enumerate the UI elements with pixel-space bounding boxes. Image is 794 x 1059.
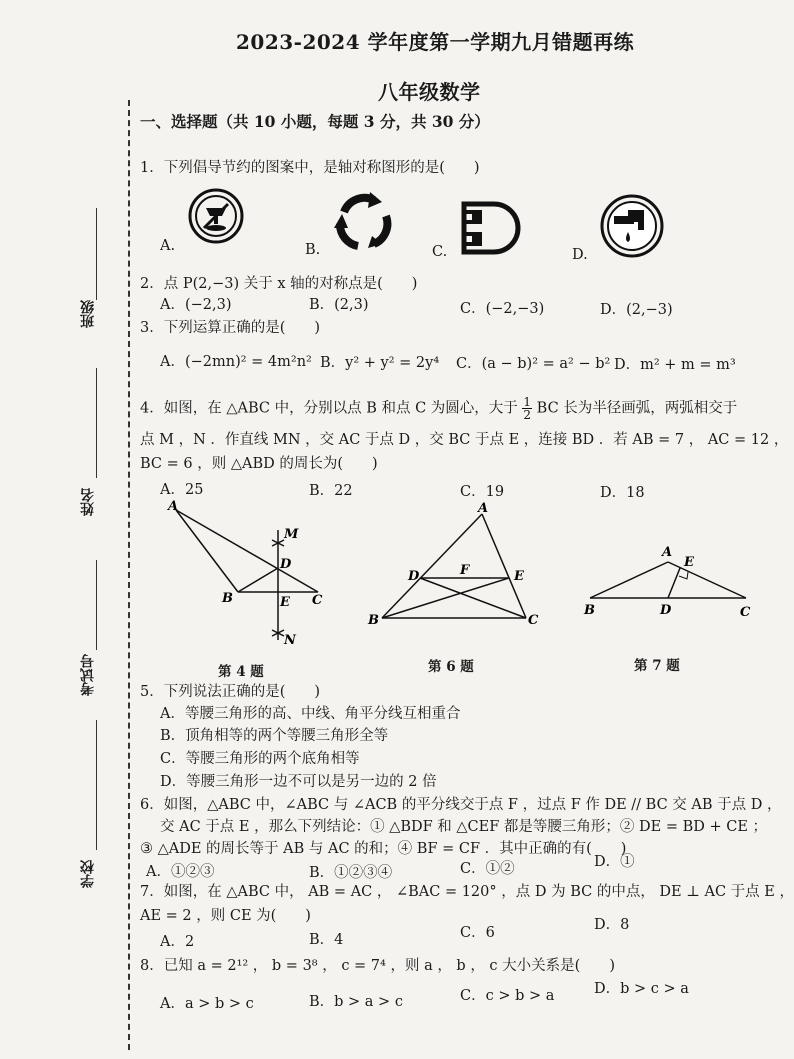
- q4-stem-part2: BC 长为半径画弧，两弧相交于: [536, 400, 738, 417]
- question-8-stem: 8．已知 a = 2¹² ， b = 3⁸ ， c = 7⁴ ，则 a ， b ， c 大小关系是( ): [140, 958, 615, 974]
- q6-option-d[interactable]: D．①: [594, 854, 635, 870]
- question-7-stem-line2: AE = 2 ，则 CE 为( ): [140, 908, 311, 924]
- fig6-label-f: F: [460, 563, 470, 578]
- q4-option-c[interactable]: C．19: [460, 484, 505, 500]
- fig4-label-e: E: [280, 595, 290, 610]
- figure-6-caption: 第 6 题: [428, 659, 474, 675]
- class-label: 班级: [80, 300, 96, 328]
- fig4-label-d: D: [280, 557, 292, 572]
- q6-option-c[interactable]: C．①②: [460, 861, 515, 877]
- fig6-label-c: C: [528, 613, 539, 628]
- q8-option-d[interactable]: D．b > c > a: [594, 981, 689, 997]
- q8-option-a[interactable]: A．a > b > c: [160, 996, 254, 1012]
- q5-option-b[interactable]: B．顶角相等的两个等腰三角形全等: [160, 728, 389, 744]
- name-label: 姓名: [80, 488, 96, 516]
- faucet-icon: [598, 192, 666, 260]
- page-subtitle: 八年级数学: [378, 80, 481, 104]
- q3-option-a[interactable]: A．(−2mn)² = 4m²n²: [160, 354, 312, 370]
- question-1-stem: 1．下列倡导节约的图案中，是轴对称图形的是( ): [140, 160, 480, 176]
- school-label: 学校: [80, 860, 96, 888]
- fig4-label-n: N: [284, 633, 296, 648]
- figure-4-caption: 第 4 题: [218, 664, 264, 680]
- q2-option-d[interactable]: D．(2,−3): [600, 302, 673, 318]
- figure-7: [580, 540, 760, 620]
- fig4-label-m: M: [284, 527, 299, 542]
- q2-option-c[interactable]: C．(−2,−3): [460, 301, 545, 317]
- q8-option-b[interactable]: B．b > a > c: [309, 994, 403, 1010]
- fig7-label-c: C: [740, 605, 751, 620]
- q7-option-a[interactable]: A．2: [160, 934, 195, 950]
- q1-option-b[interactable]: B.: [305, 242, 321, 258]
- fig4-label-c: C: [312, 593, 323, 608]
- scale-icon: [186, 186, 246, 246]
- fig7-label-e: E: [684, 555, 694, 570]
- question-2-stem: 2．点 P(2,−3) 关于 x 轴的对称点是( ): [140, 276, 418, 292]
- fig4-label-b: B: [222, 591, 233, 606]
- q3-option-d[interactable]: D．m² + m = m³: [614, 357, 736, 373]
- question-6-stem-line3: ③ △ADE 的周长等于 AB 与 AC 的和；④ BF = CF ．其中正确的有( ): [140, 841, 627, 857]
- frac-den: 2: [523, 408, 532, 422]
- q4-option-d[interactable]: D．18: [600, 485, 645, 501]
- q3-option-c[interactable]: C．(a − b)² = a² − b²: [456, 356, 611, 372]
- q5-option-a[interactable]: A．等腰三角形的高、中线、角平分线互相重合: [160, 706, 461, 722]
- class-field[interactable]: [96, 208, 97, 300]
- q6-option-b[interactable]: B．①②③④: [309, 865, 393, 881]
- question-7-stem-line1: 7．如图，在 △ABC 中， AB = AC ， ∠BAC = 120° ，点 D 为 BC 的中点， DE ⊥ AC 于点 E ，: [140, 884, 794, 900]
- q8-option-c[interactable]: C．c > b > a: [460, 988, 555, 1004]
- plug-icon: [458, 198, 526, 258]
- fig6-label-e: E: [514, 569, 524, 584]
- school-field[interactable]: [96, 720, 97, 850]
- fig6-label-a: A: [478, 501, 489, 516]
- question-6-stem-line1: 6．如图，△ABC 中，∠ABC 与 ∠ACB 的平分线交于点 F ，过点 F 作 DE // BC 交 AB 于点 D ，: [140, 797, 782, 813]
- binding-line: [128, 100, 130, 1050]
- fig6-label-b: B: [368, 613, 379, 628]
- question-3-stem: 3．下列运算正确的是( ): [140, 320, 321, 336]
- question-4-stem-line2: 点 M ，N ．作直线 MN ，交 AC 于点 D ，交 BC 于点 E ，连接 BD ．若 AB = 7 ， AC = 12 ，: [140, 432, 789, 448]
- q1-option-c[interactable]: C.: [432, 244, 448, 260]
- q1-option-a[interactable]: A.: [160, 238, 176, 254]
- q2-option-a[interactable]: A．(−2,3): [160, 297, 232, 313]
- q4-option-a[interactable]: A．25: [160, 482, 204, 498]
- question-4-stem-line3: BC = 6 ，则 △ABD 的周长为( ): [140, 456, 378, 472]
- recycle-arrows-icon: [330, 190, 396, 254]
- q7-option-d[interactable]: D．8: [594, 917, 630, 933]
- q4-stem-part1: 4．如图，在 △ABC 中，分别以点 B 和点 C 为圆心，大于: [140, 400, 518, 417]
- fig4-label-a: A: [168, 500, 179, 514]
- q3-option-b[interactable]: B．y² + y² = 2y⁴: [320, 355, 440, 371]
- section-title: 一、选择题（共 10 小题，每题 3 分，共 30 分）: [140, 112, 490, 131]
- q7-option-b[interactable]: B．4: [309, 932, 344, 948]
- figure-4: [160, 500, 340, 656]
- figure-6: [366, 500, 546, 636]
- figure-7-caption: 第 7 题: [634, 658, 680, 674]
- q5-option-c[interactable]: C．等腰三角形的两个底角相等: [160, 751, 360, 767]
- exam-number-field[interactable]: [96, 560, 97, 650]
- fig7-label-d: D: [660, 603, 672, 618]
- frac-num: 1: [523, 395, 532, 409]
- fraction-one-half: [522, 396, 532, 421]
- question-4-stem-line1: [140, 396, 737, 421]
- fig7-label-a: A: [662, 545, 673, 560]
- q7-option-c[interactable]: C．6: [460, 925, 495, 941]
- q1-option-d[interactable]: D.: [572, 247, 588, 263]
- q6-option-a[interactable]: A．①②③: [146, 864, 215, 880]
- q4-option-b[interactable]: B．22: [309, 483, 353, 499]
- q5-option-d[interactable]: D．等腰三角形一边不可以是另一边的 2 倍: [160, 774, 437, 790]
- question-5-stem: 5．下列说法正确的是( ): [140, 684, 321, 700]
- question-6-stem-line2: 交 AC 于点 E ，那么下列结论：① △BDF 和 △CEF 都是等腰三角形；② DE = BD + CE ；: [160, 819, 768, 835]
- fig6-label-d: D: [408, 569, 420, 584]
- exam-number-label: 考试号: [80, 654, 96, 696]
- page-title: 2023-2024 学年度第一学期九月错题再练: [236, 30, 635, 54]
- name-field[interactable]: [96, 368, 97, 478]
- q2-option-b[interactable]: B．(2,3): [309, 297, 369, 313]
- fig7-label-b: B: [584, 603, 595, 618]
